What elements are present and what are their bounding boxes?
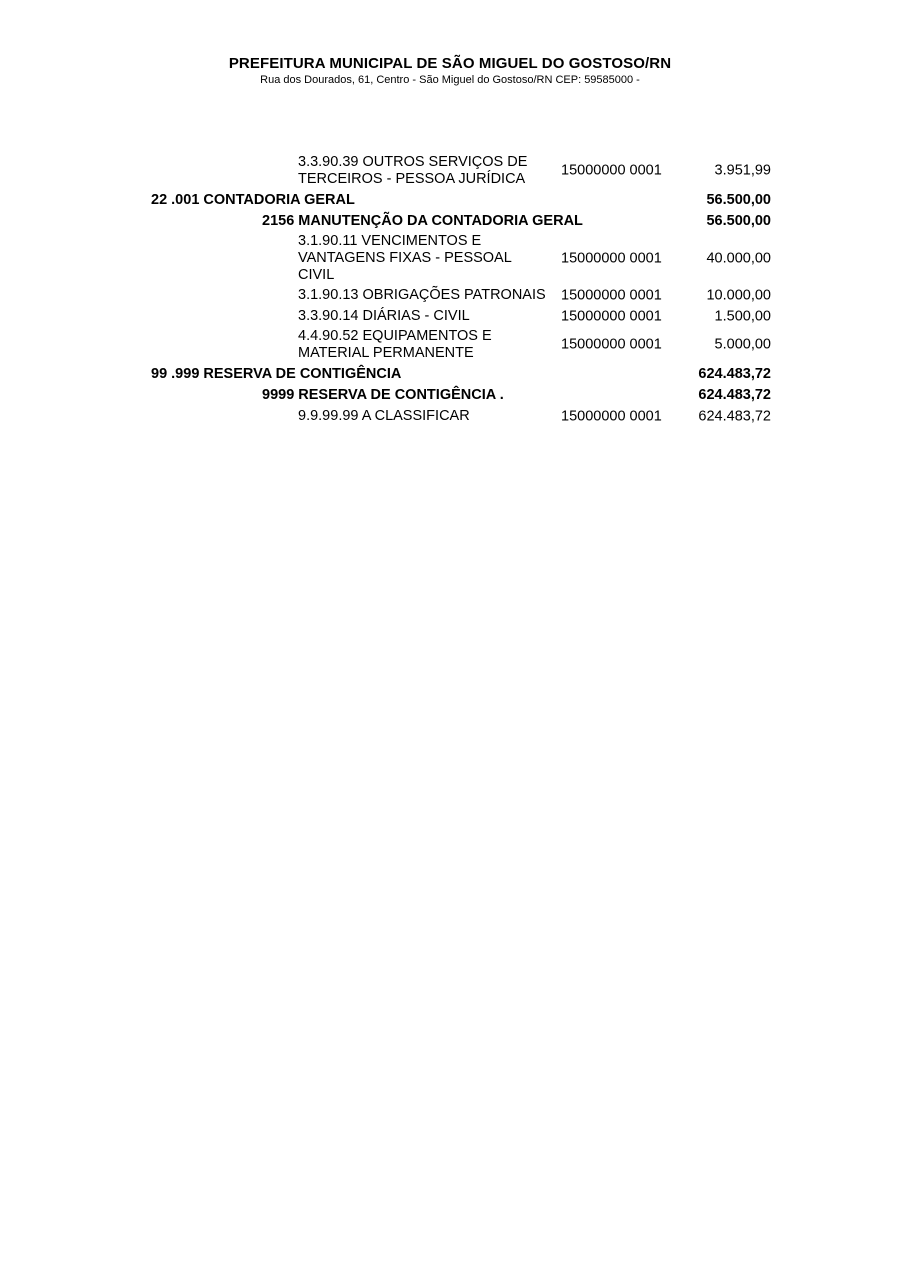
expense-item-row	[151, 328, 771, 362]
unit-amount: 56.500,00	[706, 192, 771, 208]
budget-unit-row	[151, 192, 771, 209]
unit-description: 22 .001 CONTADORIA GERAL	[151, 192, 355, 208]
item-description: 3.3.90.14 DIÁRIAS - CIVIL	[298, 308, 470, 324]
item-amount: 40.000,00	[706, 250, 771, 266]
municipality-title: PREFEITURA MUNICIPAL DE SÃO MIGUEL DO GOSTOSO/RN	[228, 55, 672, 72]
item-source-code: 15000000 0001	[561, 408, 662, 424]
item-description: 9.9.99.99 A CLASSIFICAR	[298, 408, 470, 424]
item-source-code: 15000000 0001	[561, 308, 662, 324]
item-description: 3.3.90.39 OUTROS SERVIÇOS DE TERCEIROS - PESSOA JURÍDICA	[298, 154, 528, 187]
budget-table	[151, 154, 771, 425]
item-source-code: 15000000 0001	[561, 162, 662, 179]
expense-item-row	[151, 408, 771, 425]
action-description: 2156 MANUTENÇÃO DA CONTADORIA GERAL	[262, 213, 583, 229]
item-description: 3.1.90.13 OBRIGAÇÕES PATRONAIS	[298, 287, 546, 303]
item-description: 3.1.90.11 VENCIMENTOS E VANTAGENS FIXAS - PESSOAL CIVIL	[298, 233, 512, 283]
item-description: 4.4.90.52 EQUIPAMENTOS E MATERIAL PERMANENTE	[298, 328, 492, 361]
expense-item-row	[151, 154, 771, 188]
budget-unit-row	[151, 366, 771, 383]
item-amount: 3.951,99	[714, 162, 771, 179]
item-amount: 624.483,72	[698, 408, 771, 424]
expense-item-row	[151, 308, 771, 325]
item-amount: 10.000,00	[706, 287, 771, 303]
item-amount: 1.500,00	[714, 308, 771, 324]
item-source-code: 15000000 0001	[561, 287, 662, 303]
budget-action-row	[151, 387, 771, 404]
item-source-code: 15000000 0001	[561, 336, 662, 353]
document-header	[0, 55, 900, 87]
expense-item-row	[151, 287, 771, 304]
item-source-code: 15000000 0001	[561, 250, 662, 266]
action-amount: 624.483,72	[698, 387, 771, 403]
action-amount: 56.500,00	[706, 213, 771, 229]
expense-item-row	[151, 233, 771, 284]
unit-amount: 624.483,72	[698, 366, 771, 382]
action-description: 9999 RESERVA DE CONTIGÊNCIA .	[262, 387, 504, 403]
budget-action-row	[151, 213, 771, 230]
unit-description: 99 .999 RESERVA DE CONTIGÊNCIA	[151, 366, 402, 382]
item-amount: 5.000,00	[714, 336, 771, 353]
municipality-address: Rua dos Dourados, 61, Centro - São Miguel do Gostoso/RN CEP: 59585000 -	[260, 74, 640, 86]
